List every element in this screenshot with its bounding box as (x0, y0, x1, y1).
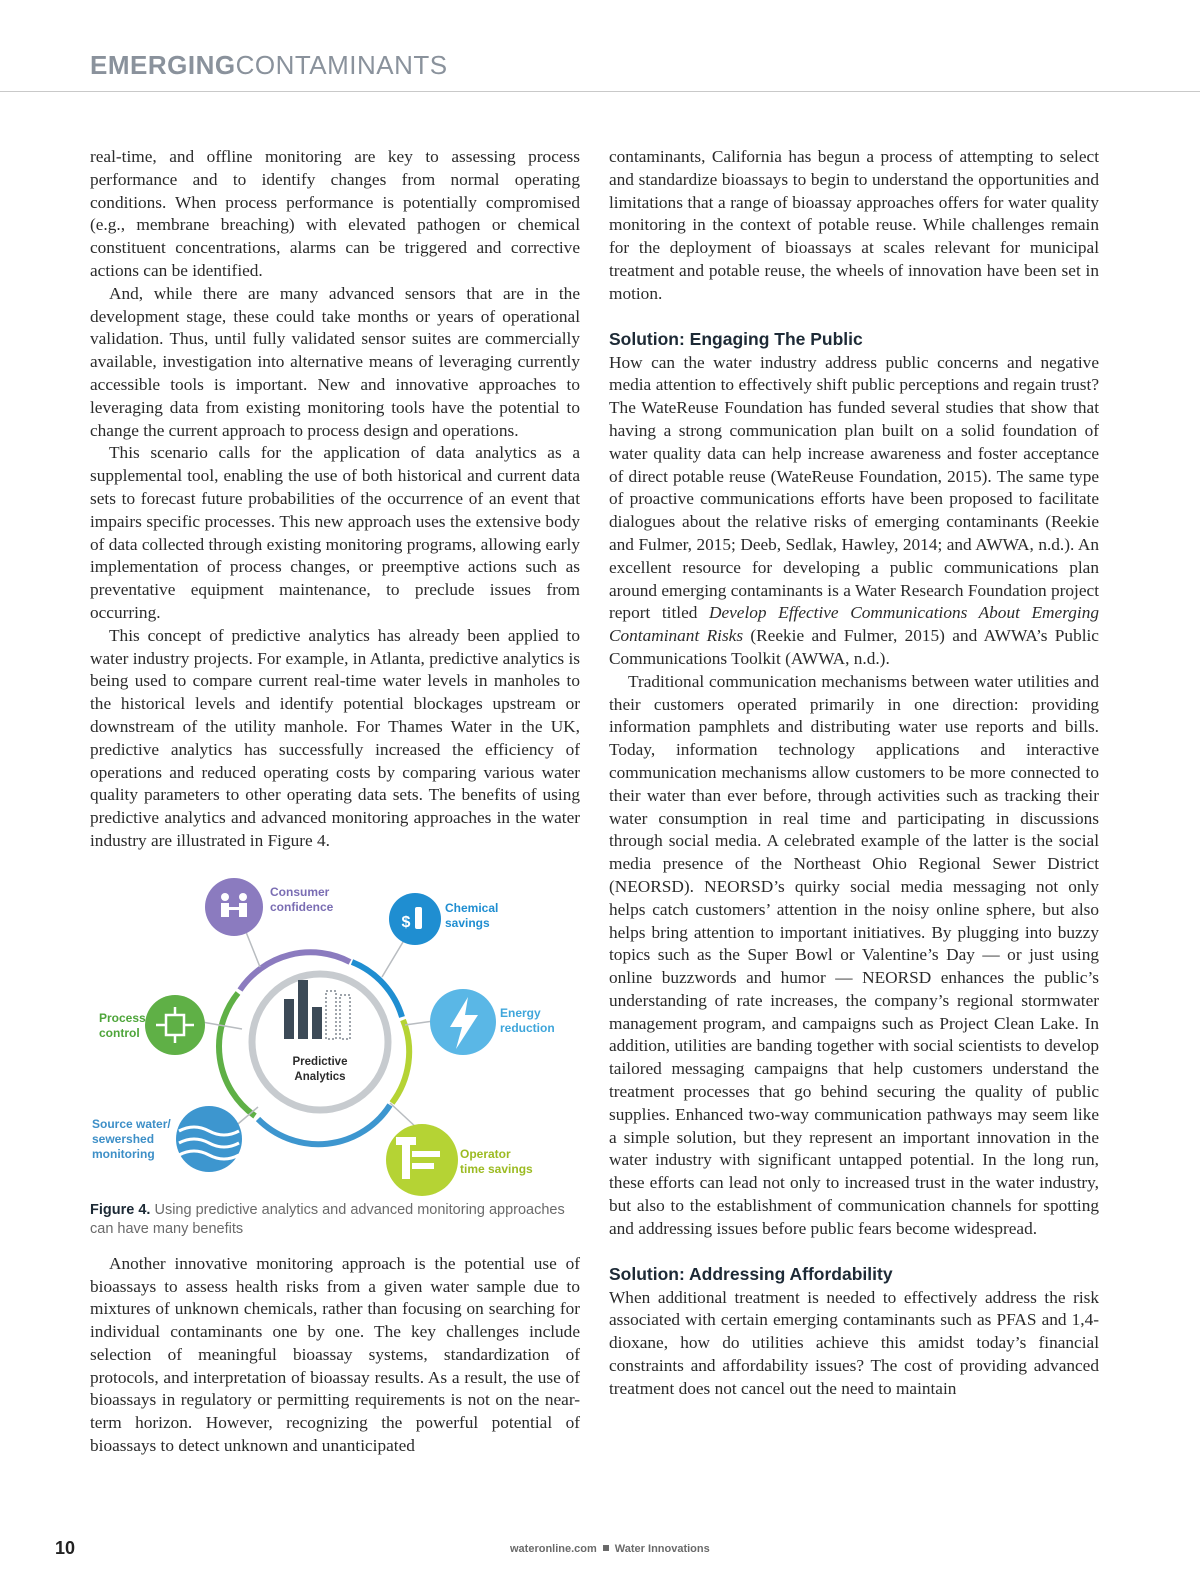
node-consumer-confidence (205, 878, 334, 936)
paragraph-text: How can the water industry address public concerns and negative media attention to effectively shift public perceptions and regain trust? The WateReuse Foundation has funded several studies that show that having a strong communication plan built on a solid foundation of water quality data can help increase awareness and foster acceptance of direct potable reuse (WateReuse Foundation, 2015). The same type of proactive communications efforts have been proposed to facilitate dialogues about the relative risks of emerging contaminants (Reekie and Fulmer, 2015; Deeb, Sedlak, Hawley, 2014; and AWWA, n.d.). An excellent resource for developing a public communications plan around emerging contaminants is a Water Research Foundation project report titled (609, 352, 1099, 623)
page-header (0, 0, 1200, 92)
caption-label: Figure 4. (90, 1201, 151, 1218)
inner-ring (252, 974, 388, 1110)
node-label: reduction (500, 1020, 555, 1035)
node-label: Chemical (445, 900, 499, 915)
page-number: 10 (55, 1538, 76, 1558)
node-label: monitoring (92, 1146, 155, 1161)
node-operator-time-savings (386, 1124, 533, 1196)
left-column (90, 146, 580, 1458)
node-label: confidence (270, 899, 334, 914)
node-label: control (99, 1025, 140, 1040)
paragraph: This concept of predictive analytics has already been applied to water industry projects. For example, in Atlanta, predictive analytics is being used to compare current real-time water levels in manholes to the historical levels and identify potential blockages upstream or downstream of the utility manhole. For Thames Water in the UK, predictive analytics has successfully increased the efficiency of operations and reduced operating costs by comparing various water quality parameters to other operating data sets. The benefits of using predictive analytics and advanced monitoring approaches in the water industry are illustrated in Figure 4. (90, 625, 580, 850)
node-chemical-savings (389, 893, 498, 945)
paragraph: Another innovative monitoring approach is the potential use of bioassays to assess health risks from a given water sample due to mixtures of unknown chemicals, rather than focusing on searching for individual contaminants one by one. The key challenges include selection of meaningful bioassay systems, standardization of protocols, and interpretation of bioassay results. As a result, the use of bioassays in regulatory or permitting requirements is not on the near-term horizon. However, recognizing the powerful potential of bioassays to detect unknown and unanticipated (90, 1253, 580, 1456)
node-label: Operator (460, 1146, 511, 1161)
center-label-1: Predictive (292, 1055, 348, 1068)
node-energy-reduction (430, 989, 555, 1055)
section-title (90, 50, 448, 81)
paragraph (609, 352, 1099, 671)
dollar-icon: $ (401, 913, 411, 931)
paragraph: And, while there are many advanced sensors that are in the development stage, these could take months or years of operational validation. Thus, until fully validated sensor suites are commercially available, investigation into alternative means of leveraging currently accessible tools is important. New and innovative approaches to leveraging data from existing monitoring tools have the potential to change the current approach to process design and operations. (90, 283, 580, 440)
node-label: Process (99, 1010, 146, 1025)
paragraph: When additional treatment is needed to effectively address the risk associated with certain emerging contaminants such as PFAS and 1,4-dioxane, how do utilities achieve this amidst today’s financial constraints and affordability issues? The cost of providing advanced treatment does not cancel out the need to maintain (609, 1287, 1099, 1398)
right-column (609, 146, 1099, 1401)
paragraph: real-time, and offline monitoring are key to assessing process performance and to identify changes from normal operating conditions. When process performance is potentially compromised (e.g., membrane breaching) with elevated pathogen or chemical constituent concentrations, alarms can be triggered and corrective actions can be identified. (90, 147, 580, 280)
paragraph-text: (Reekie and Fulmer, 2015) and AWWA’s Public Communications Toolkit (AWWA, n.d.). (609, 626, 1099, 668)
node-process-control (99, 995, 205, 1055)
node-source-water (92, 1106, 242, 1172)
flask-icon (415, 907, 422, 929)
caption-text: Using predictive analytics and advanced monitoring approaches can have many benefits (90, 1201, 565, 1237)
section-title-light: CONTAMINANTS (235, 50, 448, 80)
node-label: time savings (460, 1161, 533, 1176)
node-label: Consumer (270, 884, 330, 899)
center-label-2: Analytics (294, 1070, 346, 1083)
separator-square-icon (603, 1545, 609, 1551)
footer-credits (510, 1543, 710, 1555)
section-title-bold: EMERGING (90, 50, 236, 80)
paragraph: This scenario calls for the application of data analytics as a supplemental tool, enabling the use of both historical and current data sets to forecast future probabilities of the occurrence of an event that impairs specific processes. This new approach uses the extensive body of data collected through existing monitoring programs, allowing early implementation of process changes, or preemptive actions such as preventative equipment maintenance, to preclude issues from occurring. (90, 443, 580, 622)
figure-caption (90, 1201, 580, 1239)
footer-publication: Water Innovations (614, 1543, 710, 1555)
node-label: savings (445, 915, 490, 930)
section-heading-public: Solution: Engaging The Public (609, 328, 863, 349)
paragraph: contaminants, California has begun a process of attempting to select and standardize bioassays to begin to understand the opportunities and limitations that a range of bioassay approaches offers for water quality monitoring in the context of potable reuse. While challenges remain for the deployment of bioassays at scales relevant for municipal treatment and potable reuse, the wheels of innovation have been set in motion. (609, 147, 1099, 303)
figure-4 (90, 867, 580, 1197)
node-label: Source water/ (92, 1116, 171, 1131)
paragraph: Traditional communication mechanisms between water utilities and their customers operated primarily in one direction: providing information pamphlets and distributing water use reports and bills. Today, information technology applications and interactive communication mechanisms allow customers to be more connected to their water than ever before, through activities such as tracking their water consumption in real time and participating in discussions through social media. A celebrated example of the latter is the social media presence of the Northeast Ohio Regional Sewer District (NEORSD). NEORSD’s quirky social media messaging not only helps catch customers’ attention in the noisy online sphere, but also helps bring attention to important initiatives. By plugging into buzzy topics such as the Super Bowl or Valentine’s Day — or just using online buzzwords and humor — NEORSD enhances the public’s understanding of rate increases, the company’s regional stormwater management program, and campaigns such as Project Clean Lake. In addition, utilities are banding together with social scientists to develop tailored messaging campaigns that help customers understand the treatment processes that go behind securing the quality of public supplies. Enhanced two-way communication pathways may seem like a simple solution, but they represent an important innovation in the water industry with significant untapped potential. In the long run, these efforts can lead not only to increased trust in the water industry, but also to the establishment of communication channels for spotting and addressing issues before public fears become widespread. (609, 671, 1099, 1238)
node-label: sewershed (92, 1131, 155, 1146)
predictive-analytics-diagram (90, 867, 580, 1197)
report-title: Develop Effective Communications About Emerging Contaminant Risks (609, 603, 1100, 646)
footer-site: wateronline.com (510, 1543, 597, 1555)
section-heading-affordability: Solution: Addressing Affordability (609, 1263, 893, 1284)
node-label: Energy (500, 1005, 541, 1020)
